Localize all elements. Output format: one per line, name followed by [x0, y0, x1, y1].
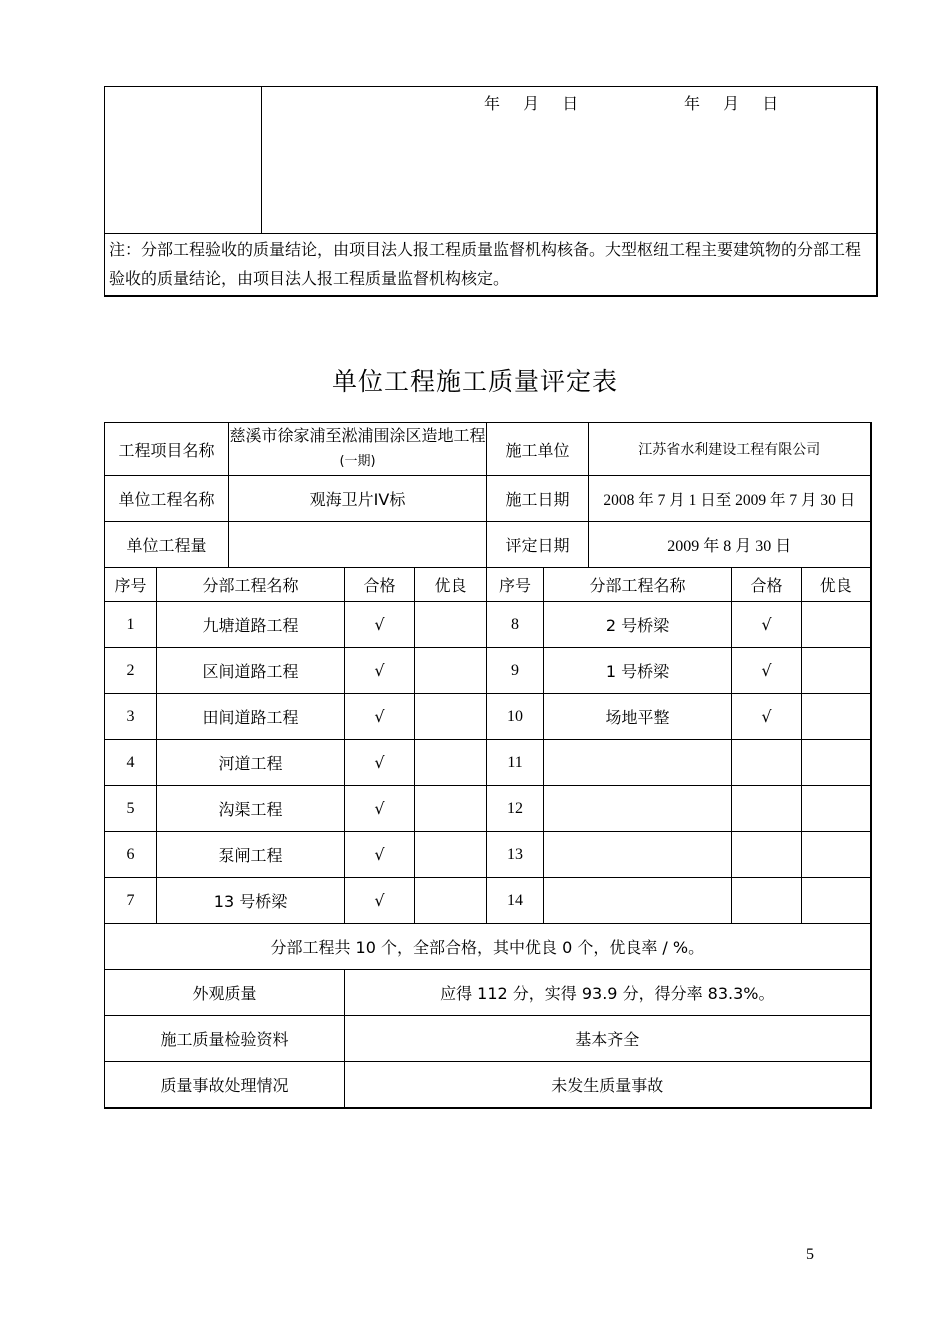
- item-name: 田间道路工程: [157, 694, 345, 740]
- table-row: [105, 694, 871, 740]
- pass-mark: √: [345, 694, 415, 740]
- accident-value: 未发生质量事故: [345, 1062, 871, 1108]
- appearance-value: 应得 112 分，实得 93.9 分，得分率 83.3%。: [345, 970, 871, 1016]
- year-label: 年: [484, 94, 501, 113]
- summary-row: 分部工程共 10 个，全部合格，其中优良 0 个，优良率 / %。: [105, 924, 871, 970]
- col-header: 合格: [732, 568, 802, 602]
- excellent-mark: [802, 832, 871, 878]
- pass-mark: √: [345, 740, 415, 786]
- pass-mark: √: [732, 694, 802, 740]
- table-row: [105, 786, 871, 832]
- item-name: 九塘道路工程: [157, 602, 345, 648]
- unit-quantity-value: [229, 522, 487, 568]
- quality-evaluation-table: [104, 422, 872, 1109]
- pass-mark: √: [345, 786, 415, 832]
- evaluation-date-label: 评定日期: [487, 522, 589, 568]
- pass-mark: √: [732, 648, 802, 694]
- excellent-mark: [802, 602, 871, 648]
- pass-mark: √: [345, 648, 415, 694]
- excellent-mark: [415, 832, 487, 878]
- project-name-line1: 慈溪市徐家浦至淞浦围涂区造地工程: [229, 426, 486, 445]
- item-name: 河道工程: [157, 740, 345, 786]
- row-number: 12: [487, 786, 544, 832]
- pass-mark: [732, 878, 802, 924]
- contractor-value: 江苏省水利建设工程有限公司: [589, 423, 871, 476]
- pass-mark: [732, 786, 802, 832]
- day-label: 日: [762, 94, 779, 113]
- row-number: 6: [105, 832, 157, 878]
- row-number: 3: [105, 694, 157, 740]
- row-number: 9: [487, 648, 544, 694]
- item-name: [544, 832, 732, 878]
- blank-label-cell: [105, 87, 262, 234]
- excellent-mark: [415, 878, 487, 924]
- col-header: 优良: [802, 568, 871, 602]
- pass-mark: √: [345, 602, 415, 648]
- item-name: 区间道路工程: [157, 648, 345, 694]
- row-number: 2: [105, 648, 157, 694]
- row-number: 5: [105, 786, 157, 832]
- inspection-label: 施工质量检验资料: [105, 1016, 345, 1062]
- pass-mark: √: [732, 602, 802, 648]
- column-header-row: [105, 568, 871, 602]
- table-row: [105, 832, 871, 878]
- excellent-mark: [415, 740, 487, 786]
- form-title: 单位工程施工质量评定表: [331, 369, 618, 396]
- construction-date-label: 施工日期: [487, 476, 589, 522]
- month-label: 月: [523, 94, 540, 113]
- item-name: [544, 740, 732, 786]
- excellent-mark: [802, 786, 871, 832]
- item-name: 泵闸工程: [157, 832, 345, 878]
- table-row: [105, 648, 871, 694]
- evaluation-date-value: 2009 年 8 月 30 日: [589, 522, 871, 568]
- row-number: 7: [105, 878, 157, 924]
- col-header: 分部工程名称: [544, 568, 732, 602]
- pass-mark: [732, 740, 802, 786]
- table-row: [105, 740, 871, 786]
- contractor-label: 施工单位: [487, 423, 589, 476]
- row-number: 1: [105, 602, 157, 648]
- item-name: [544, 878, 732, 924]
- item-name: 1 号桥梁: [544, 648, 732, 694]
- page-number: 5: [806, 1246, 814, 1263]
- table-row: [105, 602, 871, 648]
- excellent-mark: [415, 694, 487, 740]
- item-name: 2 号桥梁: [544, 602, 732, 648]
- project-name-value: [229, 423, 487, 476]
- col-header: 合格: [345, 568, 415, 602]
- unit-quantity-label: 单位工程量: [105, 522, 229, 568]
- excellent-mark: [802, 740, 871, 786]
- project-name-label: 工程项目名称: [105, 423, 229, 476]
- appearance-label: 外观质量: [105, 970, 345, 1016]
- day-label: 日: [562, 94, 579, 113]
- row-number: 13: [487, 832, 544, 878]
- excellent-mark: [802, 694, 871, 740]
- date-left: [484, 91, 578, 114]
- unit-name-value: 观海卫片IV标: [229, 476, 487, 522]
- project-name-line2: (一期): [339, 454, 376, 469]
- inspection-value: 基本齐全: [345, 1016, 871, 1062]
- unit-name-label: 单位工程名称: [105, 476, 229, 522]
- month-label: 月: [723, 94, 740, 113]
- item-name: 场地平整: [544, 694, 732, 740]
- previous-form-fragment: [104, 86, 878, 297]
- col-header: 优良: [415, 568, 487, 602]
- note-text: 注：分部工程验收的质量结论，由项目法人报工程质量监督机构核备。大型枢纽工程主要建筑物的分部工程验收的质量结论，由项目法人报工程质量监督机构核定。: [105, 234, 877, 297]
- item-name: [544, 786, 732, 832]
- excellent-mark: [802, 648, 871, 694]
- excellent-mark: [802, 878, 871, 924]
- excellent-mark: [415, 648, 487, 694]
- item-name: 13 号桥梁: [157, 878, 345, 924]
- row-number: 14: [487, 878, 544, 924]
- signature-date-cell: [262, 87, 877, 234]
- col-header: 分部工程名称: [157, 568, 345, 602]
- pass-mark: √: [345, 878, 415, 924]
- col-header: 序号: [487, 568, 544, 602]
- row-number: 4: [105, 740, 157, 786]
- table-row: [105, 878, 871, 924]
- year-label: 年: [684, 94, 701, 113]
- item-name: 沟渠工程: [157, 786, 345, 832]
- row-number: 11: [487, 740, 544, 786]
- col-header: 序号: [105, 568, 157, 602]
- row-number: 8: [487, 602, 544, 648]
- excellent-mark: [415, 786, 487, 832]
- pass-mark: [732, 832, 802, 878]
- excellent-mark: [415, 602, 487, 648]
- row-number: 10: [487, 694, 544, 740]
- pass-mark: √: [345, 832, 415, 878]
- construction-date-value: 2008 年 7 月 1 日至 2009 年 7 月 30 日: [589, 476, 871, 522]
- date-right: [684, 91, 778, 114]
- accident-label: 质量事故处理情况: [105, 1062, 345, 1108]
